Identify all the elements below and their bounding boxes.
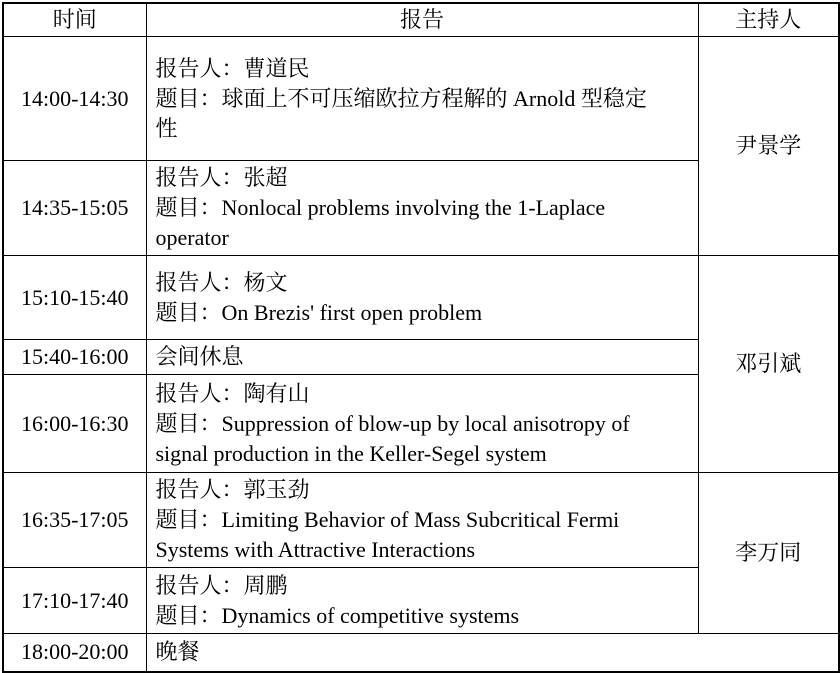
title-text: 球面上不可压缩欧拉方程解的 Arnold 型稳定性 [155,85,647,141]
speaker-label: 报告人： [155,55,244,81]
title-text: Limiting Behavior of Mass Subcritical Fermi Systems with Attractive Interactions [155,507,620,562]
talk-cell [146,37,698,161]
speaker-name: 郭玉劲 [243,477,310,502]
table-row [3,634,839,672]
table-row [3,473,839,568]
title-text: Nonlocal problems involving the 1-Laplace operator [155,195,606,250]
title-line [156,84,668,144]
talk-cell [146,256,698,340]
speaker-label: 报告人： [155,380,244,406]
time-cell: 15:40-16:00 [3,340,146,375]
col-header-time: 时间 [3,3,146,37]
title-text: Dynamics of competitive systems [221,602,520,628]
title-text: Suppression of blow-up by local anisotropy of signal production in the Keller-Segel system [155,410,630,466]
speaker-name: 周鹏 [243,572,288,598]
time-cell: 14:00-14:30 [3,37,146,161]
speaker-line [156,475,668,505]
title-label: 题目： [155,299,222,325]
chair-cell: 李万同 [698,473,839,634]
chair-cell: 尹景学 [698,37,839,256]
title-label: 题目： [155,507,222,532]
title-label: 题目： [155,85,222,111]
title-label: 题目： [155,195,222,220]
title-text: On Brezis' first open problem [221,299,483,325]
title-line [156,409,668,469]
speaker-line [156,163,668,193]
speaker-label: 报告人： [155,269,244,295]
time-cell: 18:00-20:00 [3,634,146,672]
talk-cell [146,568,698,634]
dinner-cell: 晚餐 [146,634,839,672]
schedule-table [2,2,840,673]
chair-cell: 邓引斌 [698,256,839,473]
speaker-name: 杨文 [243,269,288,295]
header-row [3,3,839,37]
title-line [156,601,668,631]
time-cell: 17:10-17:40 [3,568,146,634]
title-line [156,298,668,328]
col-header-chair: 主持人 [698,3,839,37]
title-label: 题目： [155,410,222,436]
speaker-name: 张超 [243,165,288,190]
speaker-line [156,268,668,298]
talk-cell [146,161,698,256]
speaker-name: 陶有山 [243,380,310,406]
time-cell: 16:35-17:05 [3,473,146,568]
speaker-label: 报告人： [155,477,244,502]
speaker-label: 报告人： [155,572,244,598]
time-cell: 15:10-15:40 [3,256,146,340]
table-row [3,256,839,340]
talk-cell [146,473,698,568]
talk-cell [146,375,698,473]
title-line [156,505,668,565]
speaker-name: 曹道民 [243,55,310,81]
title-line [156,193,668,253]
table-row [3,37,839,161]
col-header-talk: 报告 [146,3,698,37]
time-cell: 16:00-16:30 [3,375,146,473]
break-cell: 会间休息 [146,340,698,375]
time-cell: 14:35-15:05 [3,161,146,256]
speaker-label: 报告人： [155,165,244,190]
speaker-line [156,54,668,84]
title-label: 题目： [155,602,222,628]
speaker-line [156,379,668,409]
speaker-line [156,571,668,601]
